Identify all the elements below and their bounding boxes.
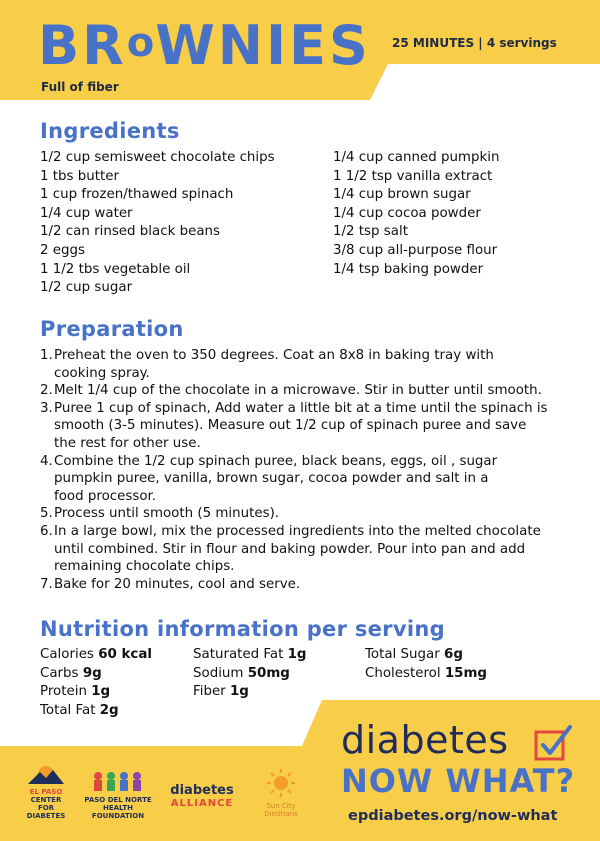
nutrition-value: 60 kcal: [98, 647, 152, 662]
ingredient-item: 3/8 cup all-purpose flour: [333, 242, 498, 258]
ingredient-item: 1/2 can rinsed black beans: [40, 224, 221, 240]
nutrition-item: [40, 665, 152, 684]
preparation-step: [40, 523, 570, 576]
ingredient-item: 1 tbs butter: [40, 168, 119, 184]
nutrition-label: Protein: [40, 684, 87, 700]
step-text: [54, 347, 570, 382]
step-line: Combine the 1/2 cup spinach puree, black beans, eggs, oil , sugar: [54, 453, 498, 469]
paso-del-norte-logo: [82, 770, 154, 820]
nutrition-value: 50mg: [247, 665, 290, 681]
step-line: Melt 1/4 cup of the chocolate in a microwave. Stir in butter until smooth.: [54, 383, 542, 399]
ingredients-heading: Ingredients: [40, 119, 180, 143]
preparation-heading: Preparation: [40, 317, 184, 341]
paso-logo-line-2: HEALTH FOUNDATION: [91, 804, 145, 820]
nutrition-item: [193, 683, 307, 702]
step-number: 4.: [40, 453, 53, 469]
ingredient-item: 2 eggs: [40, 242, 85, 258]
ingredient-item: 1 1/2 tbs vegetable oil: [40, 261, 191, 277]
checkbox-check-icon: [533, 723, 573, 763]
ingredients-list-right: [333, 149, 499, 279]
step-number: 6.: [40, 523, 53, 539]
ingredient-item: 1/4 tsp baking powder: [333, 261, 484, 277]
ingredient-item: 1 1/2 tsp vanilla extract: [333, 168, 493, 184]
nutrition-value: 1g: [229, 684, 249, 700]
sun-mountain-icon: [26, 760, 66, 784]
nutrition-value: 15mg: [444, 665, 488, 681]
step-line: Bake for 20 minutes, cool and serve.: [54, 576, 301, 592]
recipe-meta: 25 MINUTES | 4 servings: [392, 36, 557, 50]
step-line: pumpkin puree, vanilla, brown sugar, cocoa powder and salt in a: [54, 471, 489, 487]
step-line: smooth (3-5 minutes). Measure out 1/2 cup of spinach puree and save: [54, 418, 527, 434]
ingredients-list-left: [40, 149, 275, 298]
nutrition-item: [193, 665, 307, 684]
step-line: until combined. Stir in flour and baking powder. Pour into pan and add: [54, 541, 526, 557]
step-number: 5.: [40, 506, 53, 522]
nutrition-item: [40, 646, 152, 665]
alliance-logo-line-2: ALLIANCE: [170, 798, 234, 809]
nutrition-value: 1g: [91, 684, 111, 700]
recipe-subtitle: Full of fiber: [41, 80, 119, 94]
people-icon: [88, 770, 148, 792]
step-line: food processor.: [54, 488, 157, 504]
step-line: In a large bowl, mix the processed ingredients into the melted chocolate: [54, 523, 541, 539]
ingredient-item: 1 cup frozen/thawed spinach: [40, 187, 234, 203]
title-part-2: o: [126, 20, 156, 66]
ingredient-item: 1/2 cup semisweet chocolate chips: [40, 150, 275, 165]
preparation-step: [40, 382, 570, 400]
website-url[interactable]: epdiabetes.org/now-what: [348, 808, 558, 824]
alliance-logo-line-1: diabetes: [170, 783, 234, 798]
step-text: [54, 382, 570, 400]
step-number: 3.: [40, 400, 53, 416]
title-part-1: BR: [38, 14, 127, 77]
preparation-step: [40, 400, 570, 453]
brand-diabetes-word: diabetes: [341, 718, 509, 762]
nutrition-item: [193, 646, 307, 665]
nutrition-label: Carbs: [40, 665, 79, 681]
diabetes-alliance-logo: [160, 784, 244, 810]
center-logo-line-3: DIABETES: [26, 812, 66, 820]
step-line: remaining chocolate chips.: [54, 559, 235, 575]
step-number: 7.: [40, 576, 53, 592]
nutrition-heading: Nutrition information per serving: [40, 617, 445, 641]
brand-now-what: NOW WHAT?: [341, 762, 576, 800]
preparation-step: [40, 347, 570, 382]
nutrition-label: Total Sugar: [365, 647, 440, 662]
step-line: Puree 1 cup of spinach, Add water a little bit at a time until the spinach is: [54, 400, 548, 416]
step-line: cooking spray.: [54, 365, 150, 381]
nutrition-col-2: [193, 646, 307, 702]
step-text: [54, 400, 570, 453]
ingredient-item: 1/4 cup canned pumpkin: [333, 150, 500, 165]
nutrition-item: [40, 683, 152, 702]
step-text: [54, 576, 570, 594]
step-number: 1.: [40, 348, 53, 363]
paso-logo-line-1: PASO DEL NORTE: [84, 796, 152, 804]
nutrition-value: 1g: [287, 647, 307, 662]
ingredient-item: 1/2 tsp salt: [333, 224, 408, 240]
nutrition-value: 6g: [444, 647, 463, 662]
ingredient-item: 1/2 cup sugar: [40, 280, 133, 296]
step-line: Preheat the oven to 350 degrees. Coat an 8x8 in baking tray with: [54, 348, 494, 363]
nutrition-value: 2g: [99, 702, 119, 718]
ingredient-item: 1/4 cup cocoa powder: [333, 205, 481, 221]
center-logo-line-1: EL PASO: [29, 788, 63, 796]
step-number: 2.: [40, 383, 53, 399]
step-text: [54, 453, 570, 506]
center-for-diabetes-logo: [22, 760, 70, 820]
center-logo-line-2: CENTER FOR: [30, 796, 62, 812]
suncity-logo-text: Sun City Dietitians: [264, 802, 298, 818]
nutrition-label: Cholesterol: [365, 665, 441, 681]
step-text: [54, 523, 570, 576]
ingredient-item: 1/4 cup brown sugar: [333, 187, 471, 203]
title-part-3: WNIES: [155, 14, 371, 77]
step-text: [54, 505, 570, 523]
nutrition-value: 9g: [82, 665, 102, 681]
nutrition-label: Calories: [40, 647, 94, 662]
nutrition-label: Fiber: [193, 684, 226, 700]
nutrition-item: [365, 646, 487, 665]
preparation-step: [40, 453, 570, 506]
nutrition-label: Total Fat: [40, 702, 96, 718]
nutrition-label: Sodium: [193, 665, 244, 681]
preparation-steps: [40, 347, 570, 593]
nutrition-col-3: [365, 646, 487, 683]
preparation-step: [40, 576, 570, 594]
recipe-title: [38, 12, 371, 77]
nutrition-item: [365, 665, 487, 684]
step-line: Process until smooth (5 minutes).: [54, 506, 280, 522]
ingredient-item: 1/4 cup water: [40, 205, 133, 221]
sun-icon: [266, 768, 296, 798]
nutrition-label: Saturated Fat: [193, 647, 284, 662]
step-line: the rest for other use.: [54, 435, 201, 451]
preparation-step: [40, 505, 570, 523]
sun-city-dietitians-logo: [250, 768, 312, 818]
